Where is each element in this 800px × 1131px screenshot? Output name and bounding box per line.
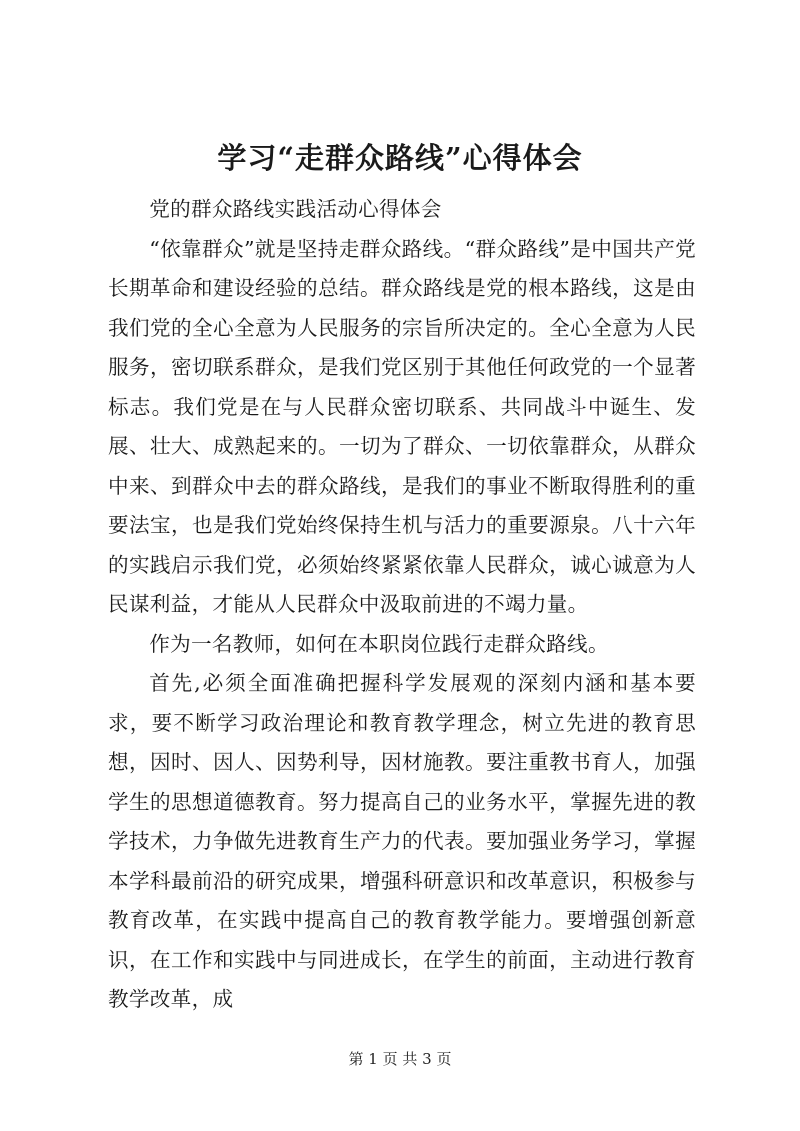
paragraph-subtitle: 党的群众路线实践活动心得体会 <box>149 197 442 221</box>
document-title: 学习“走群众路线”心得体会 <box>217 141 583 175</box>
paragraph-teacher-question: 作为一名教师，如何在本职岗位践行走群众路线。 <box>149 631 609 656</box>
paragraph-first-point: 首先,必须全面准确把握科学发展观的深刻内涵和基本要求，要不断学习政治理论和教育教学理念，树立先进的教育思想，因时、因人、因势利导，因材施教。要注重教书育人，加强学生的思想道德教育。努力提高自己的业务水平，掌握先进的教学技术，力争做先进教育生产力的代表。要加强业务学习，掌握本学科最前沿的研究成果，增强科研意识和改革意识，积极参与教育改革，在实践中提高自己的教育教学能力。要增强创新意识，在工作和实践中与同进成长，在学生的前面，主动进行教育教学改革，成 <box>108 671 696 1011</box>
paragraph-mass-line: “依靠群众”就是坚持走群众路线。“群众路线”是中国共产党长期革命和建设经验的总结。群众路线是党的根本路线，这是由我们党的全心全意为人民服务的宗旨所决定的。全心全意为人民服务，密切联系群众，是我们党区别于其他任何政党的一个显著标志。我们党是在与人民群众密切联系、共同战斗中诞生、发展、壮大、成熟起来的。一切为了群众、一切依靠群众，从群众中来、到群众中去的群众路线，是我们的事业不断取得胜利的重要法宝，也是我们党始终保持生机与活力的重要源泉。八十六年的实践启示我们党，必须始终紧紧依靠人民群众，诚心诚意为人民谋利益，才能从人民群众中汲取前进的不竭力量。 <box>108 236 696 616</box>
page-footer: 第 1 页 共 3 页 <box>348 1050 452 1068</box>
document-body <box>108 190 696 1020</box>
